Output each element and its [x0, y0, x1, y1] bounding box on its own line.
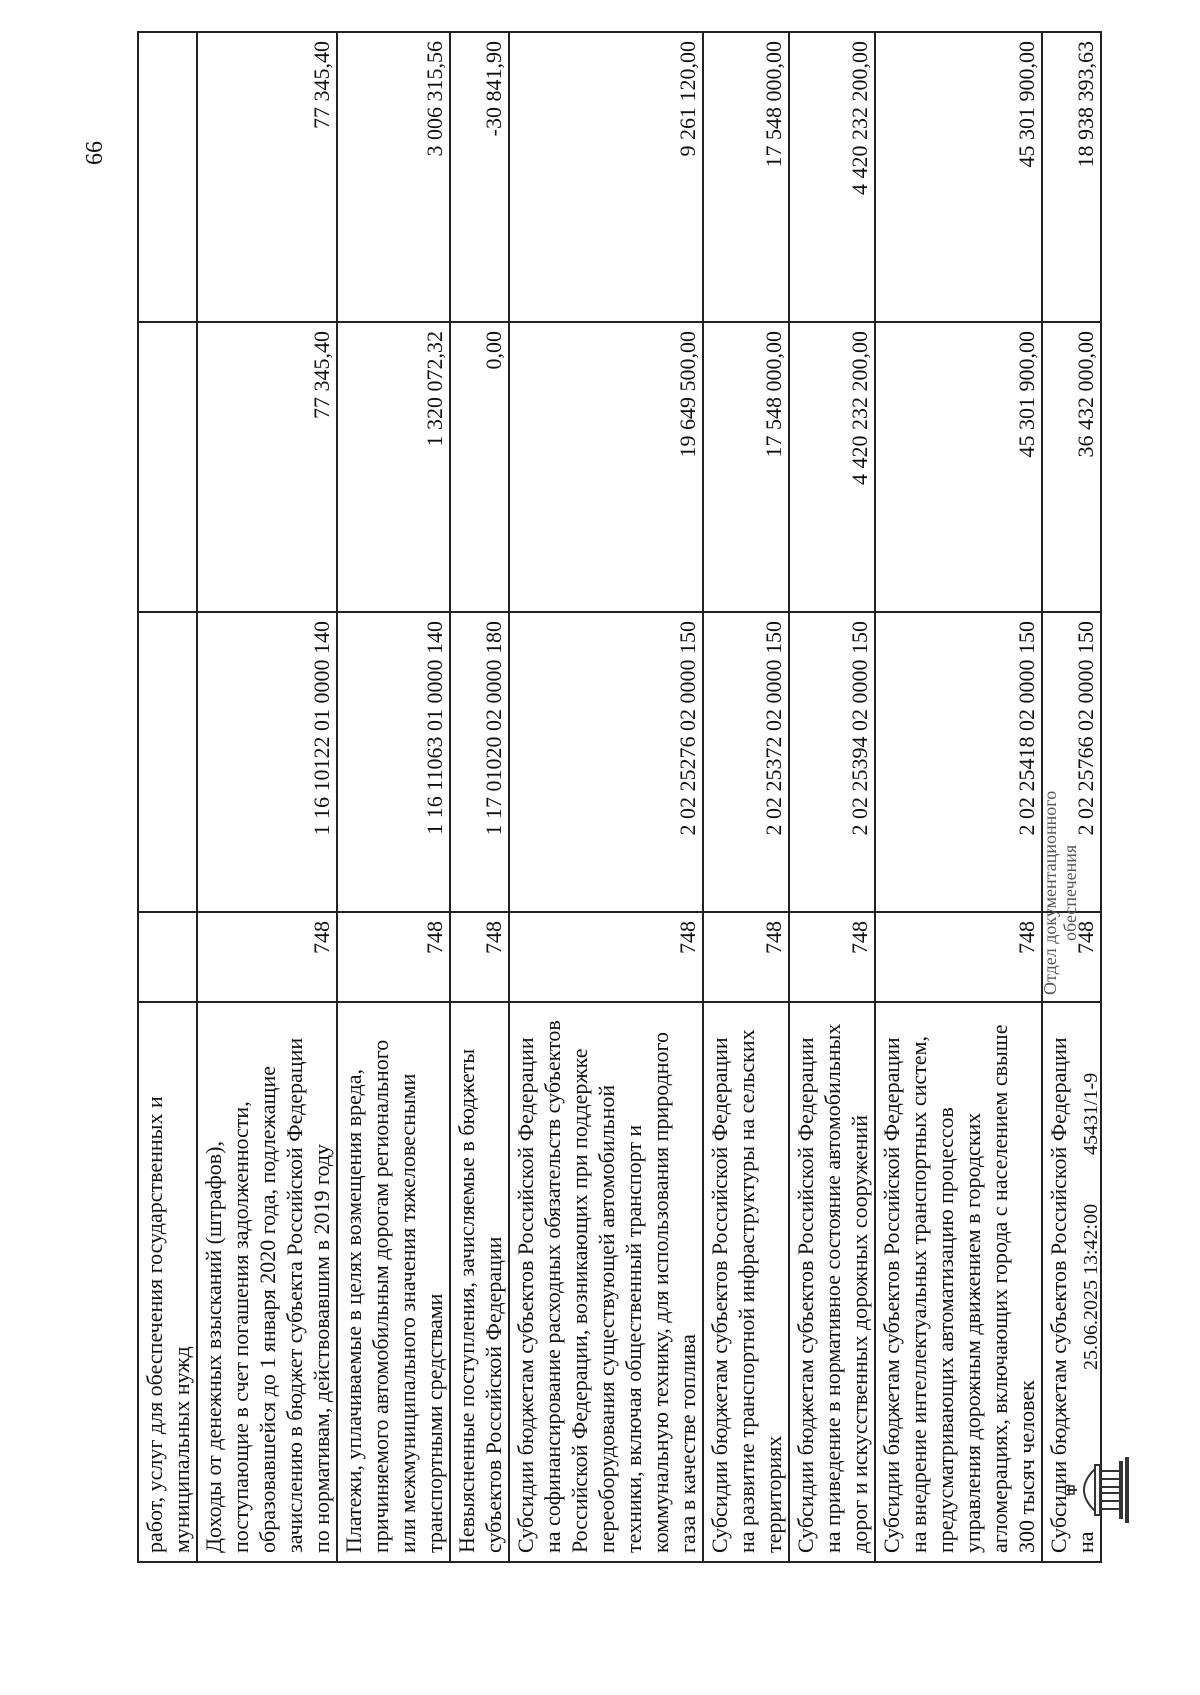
- page-number: 66: [82, 141, 108, 165]
- row-plan: 77 345,40: [197, 322, 337, 612]
- row-budget-code: 2 02 25394 02 0000 150: [789, 612, 875, 912]
- footer-doc-number: 45431/1-9: [1080, 1072, 1102, 1155]
- row-admin-code: 748: [1042, 912, 1101, 1002]
- row-plan: 0,00: [450, 322, 509, 612]
- stamp-line-2: обеспечения: [1060, 844, 1080, 941]
- row-plan: [138, 322, 197, 612]
- row-admin-code: 748: [789, 912, 875, 1002]
- row-name: Субсидии бюджетам субъектов Российской Федерации на внедрение интеллектуальных транспортных систем, предусматривающих автоматизацию процессов управления дорожным движением в городских агломерациях, включающих города с населением свыше 300 тысяч человек: [875, 1002, 1042, 1562]
- table-row: [703, 32, 789, 1562]
- row-admin-code: 748: [197, 912, 337, 1002]
- row-plan: 4 420 232 200,00: [789, 322, 875, 612]
- row-name: Субсидии бюджетам субъектов Российской Федерации на развитие транспортной инфраструктуры на сельских территориях: [703, 1002, 789, 1562]
- row-name: Субсидии бюджетам субъектов Российской Федерации на приведение в нормативное состояние автомобильных дорог и искусственных дорожных сооружений: [789, 1002, 875, 1562]
- row-name: работ, услуг для обеспечения государственных и муниципальных нужд: [138, 1002, 197, 1562]
- row-plan: 17 548 000,00: [703, 322, 789, 612]
- row-plan: 36 432 000,00: [1042, 322, 1101, 612]
- row-budget-code: 1 17 01020 02 0000 180: [450, 612, 509, 912]
- table-row: [875, 32, 1042, 1562]
- row-name: Платежи, уплачиваемые в целях возмещения вреда, причиняемого автомобильным дорогам регионального или межмуниципального значения тяжеловесными транспортными средствами: [337, 1002, 450, 1562]
- row-budget-code: 2 02 25418 02 0000 150: [875, 612, 1042, 912]
- row-admin-code: 748: [875, 912, 1042, 1002]
- table-row: [789, 32, 875, 1562]
- revenue-table: [137, 31, 1102, 1563]
- department-stamp: [1040, 791, 1080, 995]
- table-row: [197, 32, 337, 1562]
- row-plan: 19 649 500,00: [509, 322, 703, 612]
- row-executed: 77 345,40: [197, 32, 337, 322]
- row-plan: 45 301 900,00: [875, 322, 1042, 612]
- row-executed: 17 548 000,00: [703, 32, 789, 322]
- row-admin-code: 748: [509, 912, 703, 1002]
- row-budget-code: 1 16 10122 01 0000 140: [197, 612, 337, 912]
- row-name: Доходы от денежных взысканий (штрафов), поступающие в счет погашения задолженности, образовавшейся до 1 января 2020 года, подлежащие зачислению в бюджет субъекта Российской Федерации по нормативам, действовавшим в 2019 году: [197, 1002, 337, 1562]
- table-row: [337, 32, 450, 1562]
- row-executed: 18 938 393,63: [1042, 32, 1101, 322]
- stamp-line-1: Отдел документационного: [1040, 790, 1060, 995]
- table-row: [450, 32, 509, 1562]
- row-executed: -30 841,90: [450, 32, 509, 322]
- duma-emblem-icon: [1065, 1453, 1131, 1527]
- row-name: Субсидии бюджетам субъектов Российской Федерации на: [1042, 1002, 1101, 1562]
- row-budget-code: 2 02 25372 02 0000 150: [703, 612, 789, 912]
- row-executed: 4 420 232 200,00: [789, 32, 875, 322]
- row-admin-code: 748: [337, 912, 450, 1002]
- row-executed: 3 006 315,56: [337, 32, 450, 322]
- row-executed: [138, 32, 197, 322]
- row-name: Субсидии бюджетам субъектов Российской Федерации на софинансирование расходных обязательств субъектов Российской Федерации, возникающих при поддержке переоборудования существующей автомобильной техники, включая общественный транспорт и коммунальную технику, для использования природного газа в качестве топлива: [509, 1002, 703, 1562]
- row-admin-code: [138, 912, 197, 1002]
- row-budget-code: 2 02 25766 02 0000 150: [1042, 612, 1101, 912]
- table-row: [509, 32, 703, 1562]
- row-name: Невыясненные поступления, зачисляемые в бюджеты субъектов Российской Федерации: [450, 1002, 509, 1562]
- row-admin-code: 748: [703, 912, 789, 1002]
- table-row: [138, 32, 197, 1562]
- row-admin-code: 748: [450, 912, 509, 1002]
- row-budget-code: 2 02 25276 02 0000 150: [509, 612, 703, 912]
- row-budget-code: [138, 612, 197, 912]
- footer-date: 25.06.2025 13:42:00: [1080, 1203, 1102, 1370]
- row-budget-code: 1 16 11063 01 0000 140: [337, 612, 450, 912]
- row-executed: 9 261 120,00: [509, 32, 703, 322]
- row-executed: 45 301 900,00: [875, 32, 1042, 322]
- row-plan: 1 320 072,32: [337, 322, 450, 612]
